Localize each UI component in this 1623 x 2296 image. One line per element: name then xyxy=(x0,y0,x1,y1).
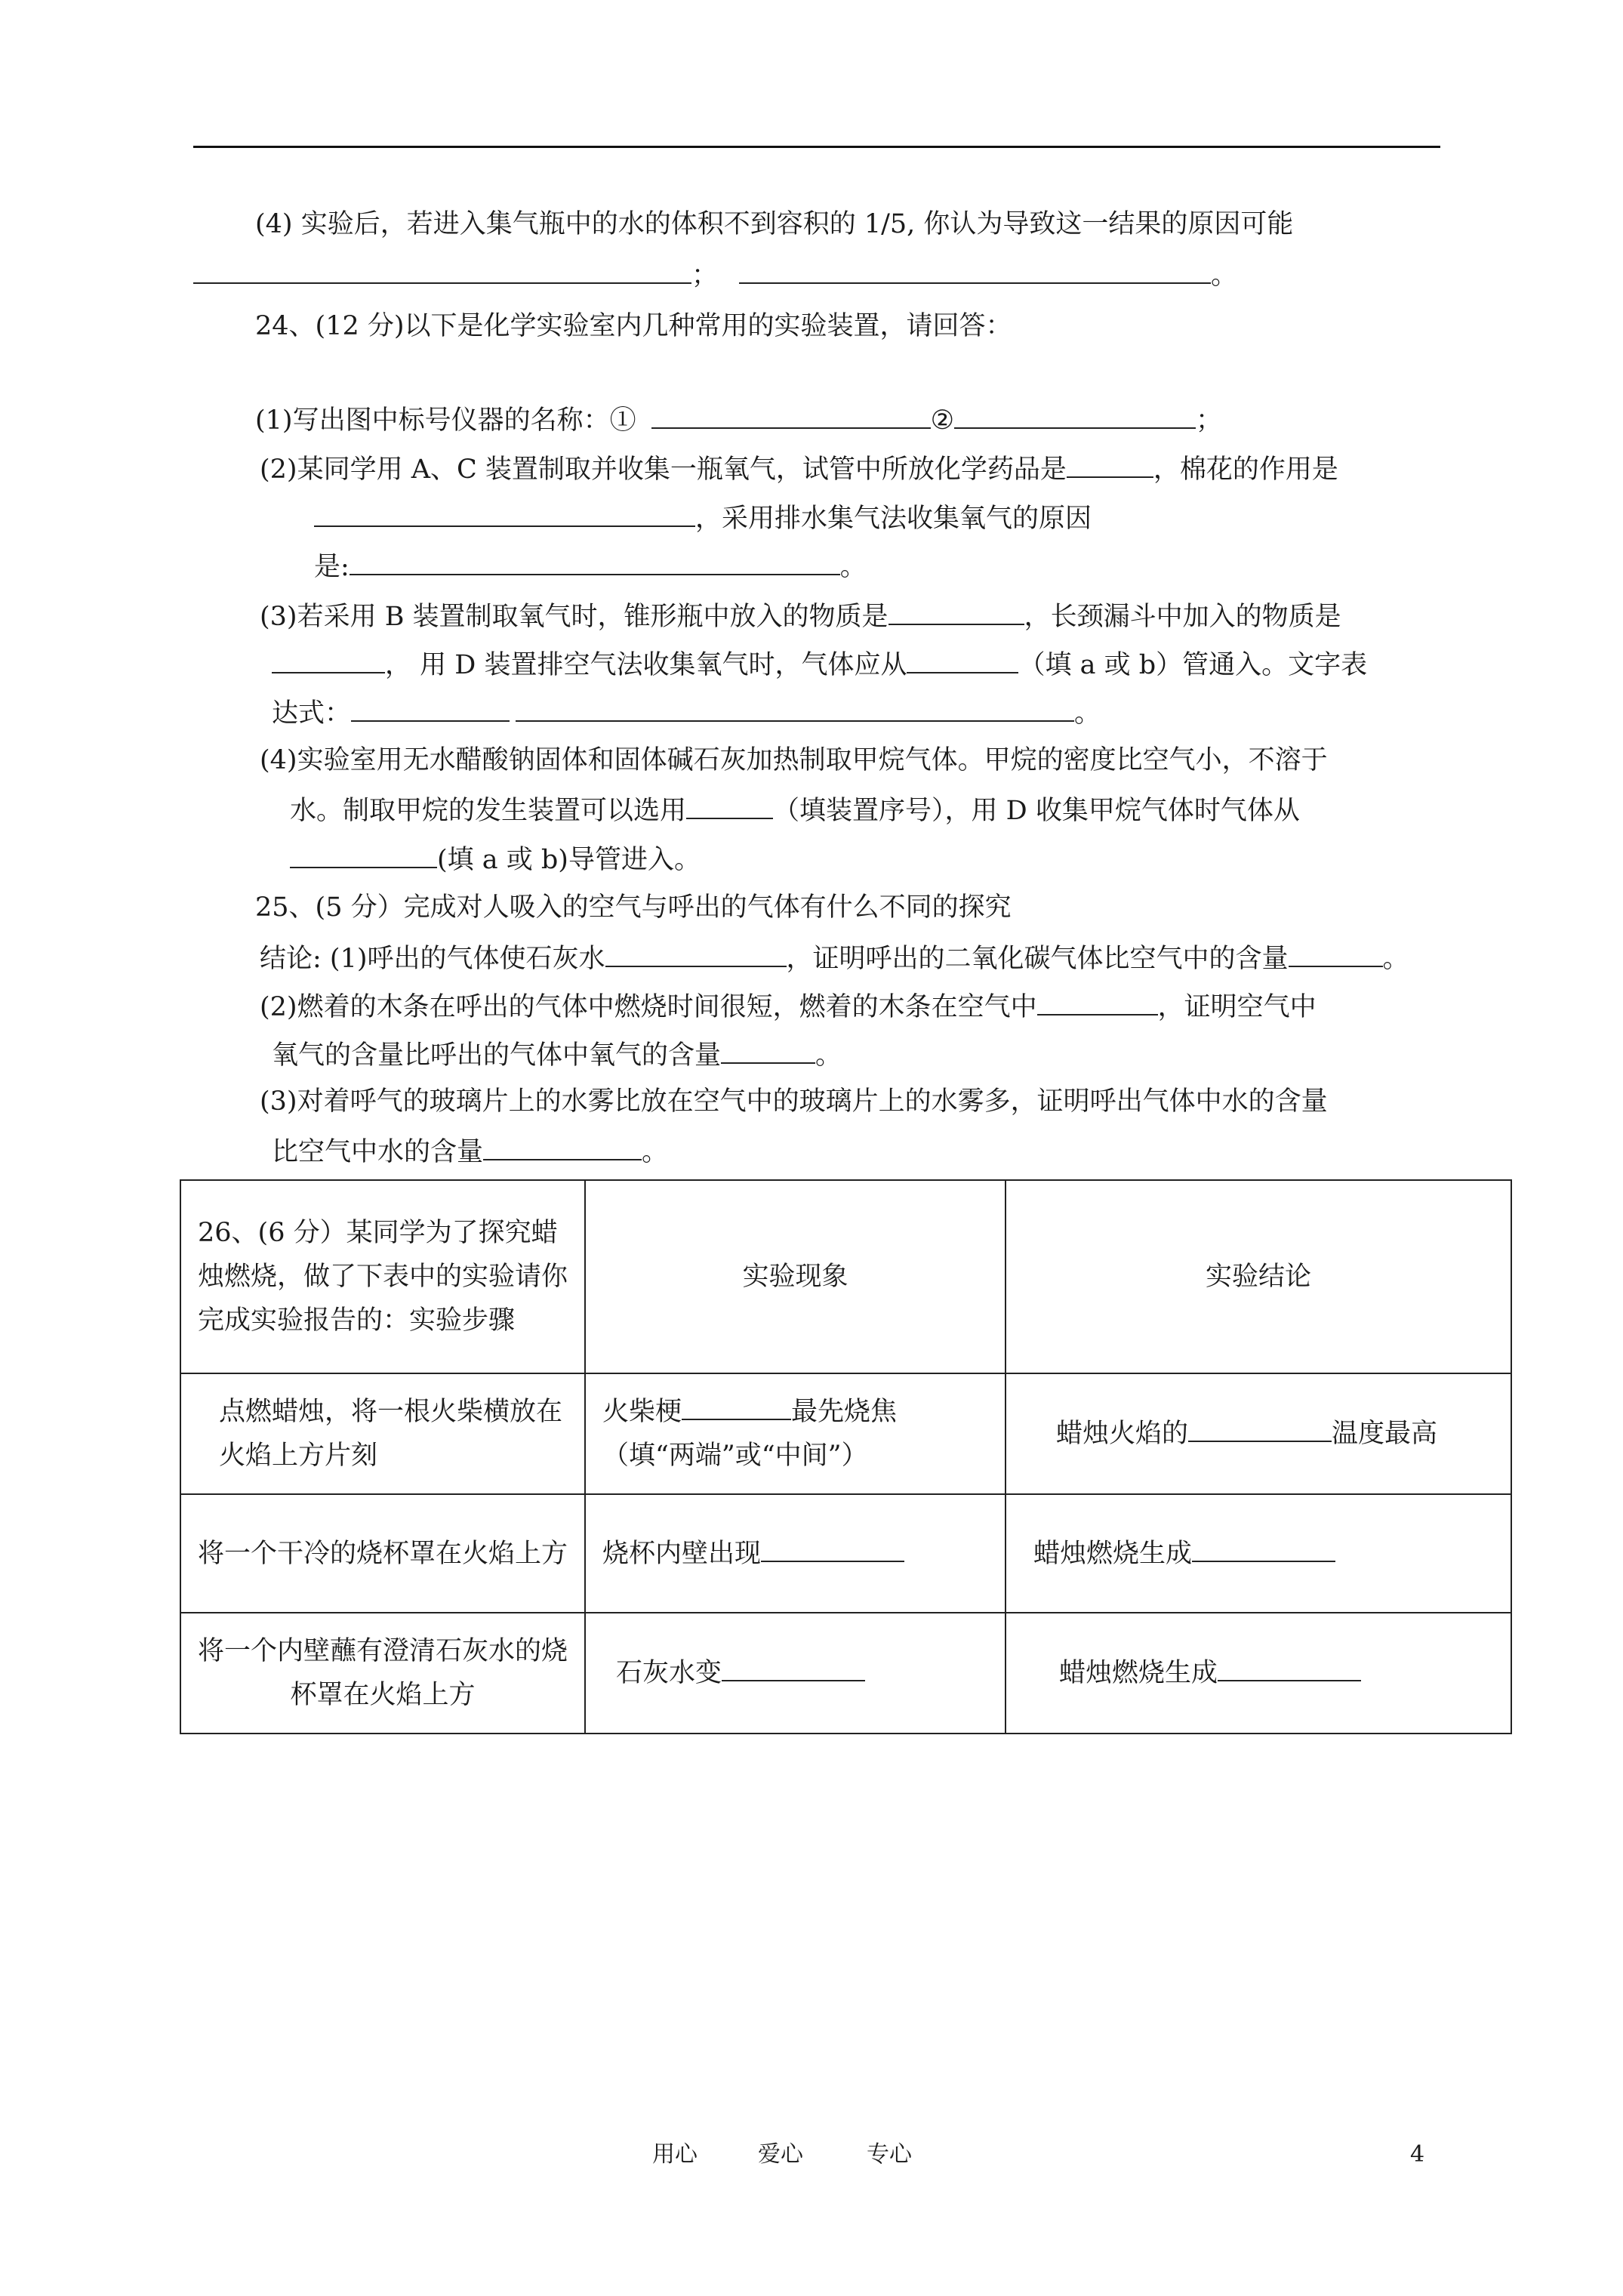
table-row xyxy=(180,1373,1511,1494)
answer-blank[interactable] xyxy=(907,646,1018,673)
answer-blank[interactable] xyxy=(1192,1535,1335,1562)
q23-4-line2: ； 。 xyxy=(193,257,1237,292)
q23-4-line1: (4) 实验后，若进入集气瓶中的水的体积不到容积的 1/5, 你认为导致这一结果的原因可能 xyxy=(255,209,1294,239)
page-number: 4 xyxy=(1410,2141,1425,2168)
answer-blank[interactable] xyxy=(1218,1654,1361,1681)
answer-blank[interactable] xyxy=(193,257,691,284)
step-cell: 点燃蜡烛，将一根火柴横放在火焰上方片刻 xyxy=(180,1373,585,1494)
answer-blank[interactable] xyxy=(1188,1415,1332,1442)
answer-blank[interactable] xyxy=(290,841,437,868)
step-cell: 将一个干冷的烧杯罩在火焰上方 xyxy=(180,1494,585,1613)
q24-part2-line2: ，采用排水集气法收集氧气的原因 xyxy=(314,500,1092,535)
header-conclusion-cell: 实验结论 xyxy=(1006,1180,1511,1373)
answer-blank[interactable] xyxy=(314,500,695,527)
answer-blank[interactable] xyxy=(651,402,931,429)
table-header-row xyxy=(180,1180,1511,1373)
q24-part2-line1: (2)某同学用 A、C 装置制取并收集一瓶氧气，试管中所放化学药品是 ，棉花的作用是 xyxy=(260,451,1338,486)
table-row xyxy=(180,1494,1511,1613)
answer-blank[interactable] xyxy=(483,1133,642,1160)
phenomenon-cell: 石灰水变 xyxy=(585,1613,1006,1734)
table-row xyxy=(180,1613,1511,1734)
answer-blank[interactable] xyxy=(1067,451,1153,478)
step-cell: 将一个内壁蘸有澄清石灰水的烧杯罩在火焰上方 xyxy=(180,1613,585,1734)
answer-blank[interactable] xyxy=(350,548,840,575)
footer-motto-1: 用心 xyxy=(652,2141,698,2168)
q25-part2-line2: 氧气的含量比呼出的气体中氧气的含量 。 xyxy=(272,1037,842,1072)
answer-blank[interactable] xyxy=(721,1037,815,1064)
header-step-cell: 26、(6 分）某同学为了探究蜡烛燃烧，做了下表中的实验请你完成实验报告的：实验步骤 xyxy=(180,1180,585,1373)
q24-part4-line2: 水。制取甲烷的发生装置可以选用 （填装置序号），用 D 收集甲烷气体时气体从 xyxy=(290,792,1300,827)
q24-part2-line3: 是: 。 xyxy=(314,548,867,584)
q25-part3-line1: (3)对着呼气的玻璃片上的水雾比放在空气中的玻璃片上的水雾多，证明呼出气体中水的含量 xyxy=(260,1086,1328,1117)
header-rule xyxy=(193,146,1440,148)
answer-blank[interactable] xyxy=(722,1654,865,1681)
phenomenon-cell: 火柴梗 最先烧焦（填“两端”或“中间”） xyxy=(585,1373,1006,1494)
q24-part3-line2: ， 用 D 装置排空气法收集氧气时，气体应从 （填 a 或 b）管通入。文字表 xyxy=(272,646,1367,682)
phenomenon-cell: 烧杯内壁出现 xyxy=(585,1494,1006,1613)
conclusion-cell: 蜡烛燃烧生成 xyxy=(1006,1494,1511,1613)
answer-blank[interactable] xyxy=(1289,940,1383,967)
header-phenomenon-cell: 实验现象 xyxy=(585,1180,1006,1373)
q25-title: 25、(5 分）完成对人吸入的空气与呼出的气体有什么不同的探究 xyxy=(255,892,1012,923)
q24-title: 24、(12 分)以下是化学实验室内几种常用的实验装置，请回答： xyxy=(255,311,1012,341)
footer-motto-2: 爱心 xyxy=(758,2141,803,2168)
answer-blank[interactable] xyxy=(351,695,510,722)
q24-part3-line1: (3)若采用 B 装置制取氧气时，锥形瓶中放入的物质是 ，长颈漏斗中加入的物质是 xyxy=(260,598,1341,633)
footer-motto-3: 专心 xyxy=(867,2141,912,2168)
answer-blank[interactable] xyxy=(272,646,385,673)
experiment-report-table xyxy=(180,1179,1512,1734)
answer-blank[interactable] xyxy=(888,598,1024,625)
conclusion-cell: 蜡烛燃烧生成 xyxy=(1006,1613,1511,1734)
q24-part3-line3: 达式： 。 xyxy=(272,695,1101,730)
answer-blank[interactable] xyxy=(682,1393,791,1420)
q25-part1: 结论: (1)呼出的气体使石灰水 ，证明呼出的二氧化碳气体比空气中的含量 。 xyxy=(260,940,1409,975)
answer-blank[interactable] xyxy=(686,792,773,819)
answer-blank[interactable] xyxy=(739,257,1211,284)
q24-part1: (1)写出图中标号仪器的名称：① ② ； xyxy=(255,402,1222,437)
answer-blank[interactable] xyxy=(954,402,1196,429)
answer-blank[interactable] xyxy=(761,1535,904,1562)
q25-part2-line1: (2)燃着的木条在呼出的气体中燃烧时间很短，燃着的木条在空气中 ，证明空气中 xyxy=(260,988,1317,1024)
answer-blank[interactable] xyxy=(1037,988,1158,1015)
q25-part3-line2: 比空气中水的含量 。 xyxy=(272,1133,668,1169)
conclusion-cell: 蜡烛火焰的 温度最高 xyxy=(1006,1373,1511,1494)
answer-blank[interactable] xyxy=(605,940,787,967)
answer-blank[interactable] xyxy=(516,695,1074,722)
q24-part4-line1: (4)实验室用无水醋酸钠固体和固体碱石灰加热制取甲烷气体。甲烷的密度比空气小，不溶于 xyxy=(260,745,1328,775)
q24-part4-line3: (填 a 或 b)导管进入。 xyxy=(290,841,701,877)
